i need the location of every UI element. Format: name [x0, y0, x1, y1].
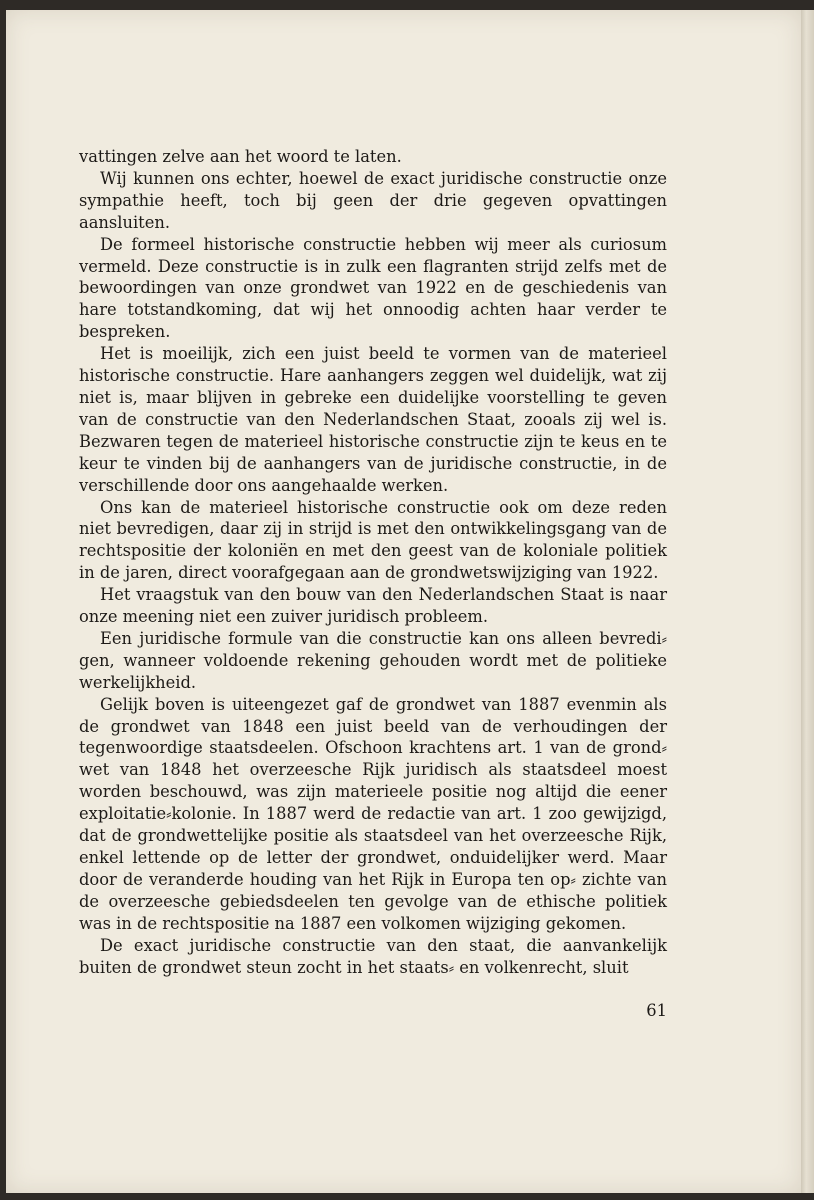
paragraph-4: Het is moeilijk, zich een juist beeld te vormen van de materieel historische constructie. Hare aanhangers zeggen wel duidelijk, wat zij niet is, maar blijven in gebreke een duidelijke voorstelling te geven van de constructie van den Nederlandschen Staat, zooals zij wel is. Bezwaren tegen de materieel historische constructie zijn te keus en te keur te vinden bij de aanhangers van de juridische constructie, in de verschillende door ons aangehaalde werken. [79, 344, 667, 495]
paragraph-9: De exact juridische constructie van den staat, die aanvankelijk buiten de grondwet steun zocht in het staats⸗ en volkenrecht, sluit [79, 935, 667, 977]
page-edge [801, 10, 814, 1193]
paragraph-6: Het vraagstuk van den bouw van den Nederlandschen Staat is naar onze meening niet een zuiver juridisch probleem. [79, 585, 667, 627]
paragraph-2: Wij kunnen ons echter, hoewel de exact juridische constructie onze sympathie heeft, toch bij geen der drie gegeven opvattingen aansluiten. [79, 168, 667, 232]
paragraph-5: Ons kan de materieel historische constructie ook om deze reden niet bevredigen, daar zij in strijd is met den ontwikkelingsgang van de rechtspositie der koloniën en met den geest van de koloniale politiek in de jaren, direct voorafgegaan aan de grondwetswijziging van 1922. [79, 497, 667, 583]
paragraph-8: Gelijk boven is uiteengezet gaf de grondwet van 1887 evenmin als de grondwet van 1848 een juist beeld van de verhoudingen der tegenwoordige staatsdeelen. Ofschoon krachtens art. 1 van de grond⸗ wet van 1848 het overzeesche Rijk juridisch als staatsdeel moest worden beschouwd, was zijn materieele positie nog altijd die eener exploitatie⸗kolonie. In 1887 werd de redactie van art. 1 zoo gewijzigd, dat de grondwettelijke positie als staatsdeel van het overzeesche Rijk, enkel lettende op de letter der grondwet, onduidelijker werd. Maar door de veranderde houding van het Rijk in Europa ten op⸗ zichte van de overzeesche gebiedsdeelen ten gevolge van de ethische politiek was in de rechtspositie na 1887 een volkomen wijziging gekomen. [79, 694, 667, 933]
paragraph-3: De formeel historische constructie hebben wij meer als curiosum vermeld. Deze constructie is in zulk een flagranten strijd zelfs met de bewoordingen van onze grondwet van 1922 en de geschiedenis van hare totstandkoming, dat wij het onnoodig achten haar verder te bespreken. [79, 234, 667, 342]
paragraph-1: vattingen zelve aan het woord te laten. [79, 147, 402, 166]
body-text [79, 146, 667, 978]
page-number: 61 [646, 1001, 667, 1020]
paragraph-7: Een juridische formule van die constructie kan ons alleen bevredi⸗ gen, wanneer voldoende rekening gehouden wordt met de politieke werkelijkheid. [79, 628, 667, 692]
